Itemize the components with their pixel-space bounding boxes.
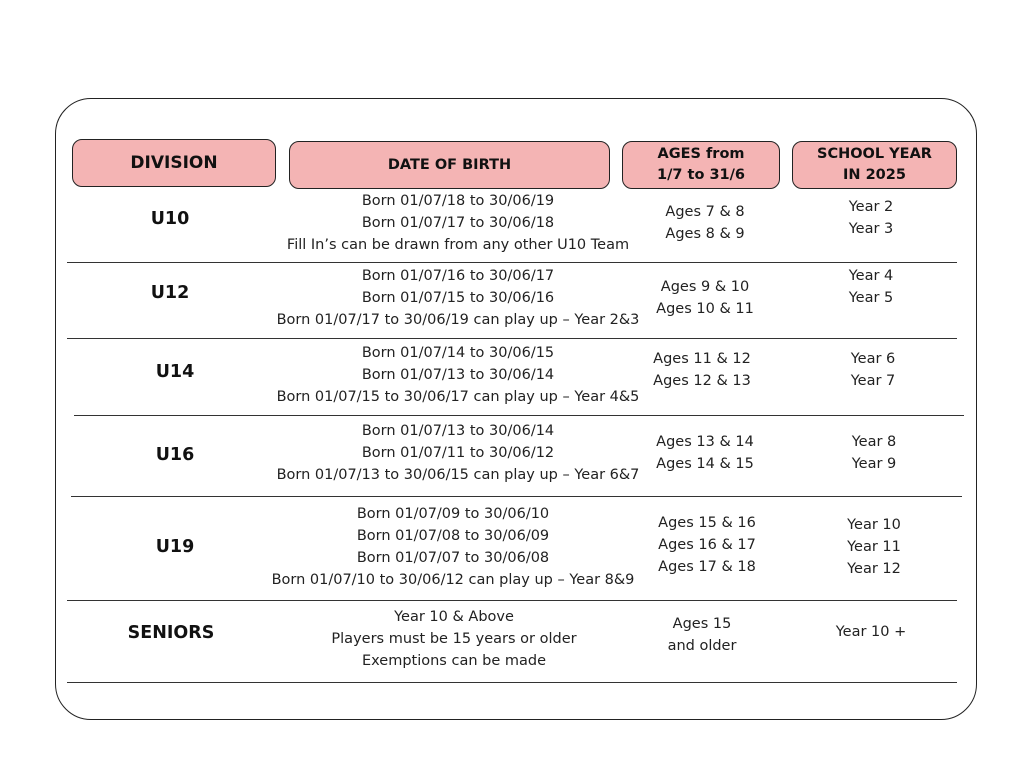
dob-u14 xyxy=(248,342,668,408)
ages-line: Ages 14 & 15 xyxy=(656,456,754,472)
ages-line: Ages 7 & 8 xyxy=(665,204,745,220)
ages-line: Ages 12 & 13 xyxy=(653,373,751,389)
school-line: Year 4 xyxy=(848,268,894,284)
dob-line: Born 01/07/17 to 30/06/18 xyxy=(361,215,555,231)
school-line: Year 7 xyxy=(850,373,896,389)
row-divider xyxy=(67,338,957,339)
dob-line: Exemptions can be made xyxy=(361,653,546,669)
header-date-of-birth: DATE OF BIRTH xyxy=(289,141,610,189)
row-divider xyxy=(71,496,962,497)
dob-line: Born 01/07/15 to 30/06/17 can play up – Year 4&5 xyxy=(276,389,640,405)
ages-line: Ages 13 & 14 xyxy=(656,434,754,450)
division-seniors: SENIORS xyxy=(127,623,215,643)
dob-line: Fill In’s can be drawn from any other U10 Team xyxy=(286,237,630,253)
dob-line: Born 01/07/15 to 30/06/16 xyxy=(361,290,555,306)
dob-line: Players must be 15 years or older xyxy=(331,631,577,647)
school-line: Year 12 xyxy=(847,561,901,577)
division-u16: U16 xyxy=(155,445,195,465)
dob-line: Born 01/07/08 to 30/06/09 xyxy=(356,528,550,544)
ages-u12 xyxy=(625,276,785,320)
ages-u19 xyxy=(627,512,787,578)
school-line: Year 8 xyxy=(851,434,897,450)
ages-line: Ages 15 xyxy=(672,616,732,632)
division-u14: U14 xyxy=(155,362,195,382)
dob-u19 xyxy=(243,503,663,591)
dob-line: Born 01/07/18 to 30/06/19 xyxy=(361,193,555,209)
school-u12 xyxy=(800,265,942,309)
school-u14 xyxy=(802,348,944,392)
dob-line: Born 01/07/13 to 30/06/15 can play up – Year 6&7 xyxy=(276,467,640,483)
ages-line: Ages 9 & 10 xyxy=(660,279,750,295)
division-u19: U19 xyxy=(155,537,195,557)
school-line: Year 2 xyxy=(848,199,894,215)
school-line: Year 11 xyxy=(847,539,901,555)
header-ages: AGES from 1/7 to 31/6 xyxy=(622,141,780,189)
ages-line: Ages 17 & 18 xyxy=(658,559,756,575)
row-divider xyxy=(67,682,957,683)
dob-line: Year 10 & Above xyxy=(394,609,514,625)
school-line: Year 10 xyxy=(847,517,901,533)
dob-line: Born 01/07/16 to 30/06/17 xyxy=(361,268,555,284)
dob-line: Born 01/07/14 to 30/06/15 xyxy=(361,345,555,361)
ages-seniors xyxy=(622,613,782,657)
ages-line: Ages 8 & 9 xyxy=(665,226,745,242)
school-line: Year 3 xyxy=(848,221,894,237)
dob-seniors xyxy=(254,606,654,672)
row-divider xyxy=(67,600,957,601)
division-u12: U12 xyxy=(150,283,190,303)
dob-u12 xyxy=(248,265,668,331)
ages-line: Ages 15 & 16 xyxy=(658,515,756,531)
dob-line: Born 01/07/10 to 30/06/12 can play up – Year 8&9 xyxy=(271,572,635,588)
school-line: Year 10 + xyxy=(835,624,907,640)
dob-line: Born 01/07/17 to 30/06/19 can play up – Year 2&3 xyxy=(276,312,640,328)
dob-line: Born 01/07/11 to 30/06/12 xyxy=(361,445,555,461)
ages-u16 xyxy=(625,431,785,475)
school-line: Year 5 xyxy=(848,290,894,306)
school-line: Year 9 xyxy=(851,456,897,472)
ages-u10 xyxy=(625,201,785,245)
dob-line: Born 01/07/13 to 30/06/14 xyxy=(361,423,555,439)
dob-line: Born 01/07/07 to 30/06/08 xyxy=(356,550,550,566)
ages-line: Ages 10 & 11 xyxy=(656,301,754,317)
ages-u14 xyxy=(622,348,782,392)
header-division: DIVISION xyxy=(72,139,276,187)
dob-u10 xyxy=(258,190,658,256)
ages-line: and older xyxy=(667,638,737,654)
school-line: Year 6 xyxy=(850,351,896,367)
school-u19 xyxy=(803,514,945,580)
school-u10 xyxy=(800,196,942,240)
school-u16 xyxy=(803,431,945,475)
dob-line: Born 01/07/09 to 30/06/10 xyxy=(356,506,550,522)
row-divider xyxy=(67,262,957,263)
division-u10: U10 xyxy=(150,209,190,229)
ages-line: Ages 16 & 17 xyxy=(658,537,756,553)
dob-u16 xyxy=(248,420,668,486)
header-school-year: SCHOOL YEAR IN 2025 xyxy=(792,141,957,189)
dob-line: Born 01/07/13 to 30/06/14 xyxy=(361,367,555,383)
ages-line: Ages 11 & 12 xyxy=(653,351,751,367)
row-divider xyxy=(74,415,964,416)
school-seniors xyxy=(800,621,942,643)
